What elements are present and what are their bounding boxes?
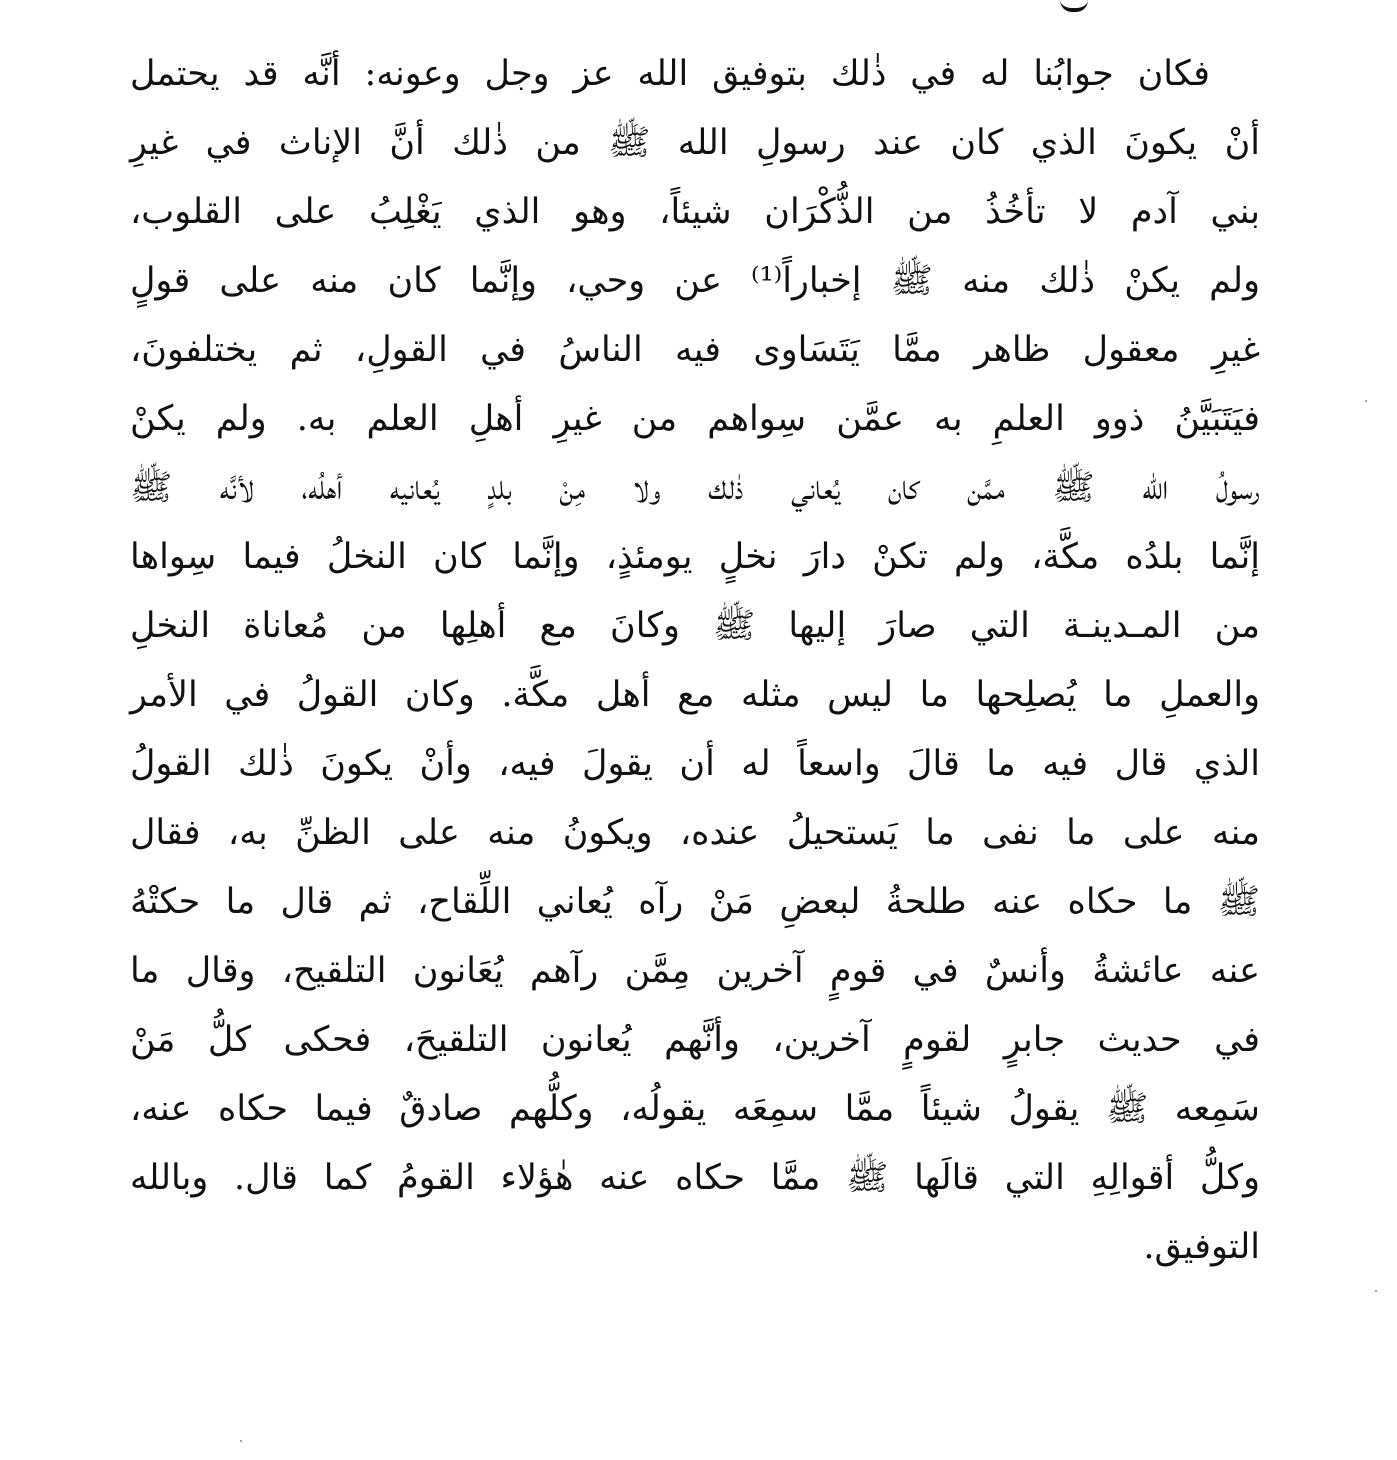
text-line-13: ﷺ ما حكاه عنه طلحةُ لبعضِ مَنْ رآه يُعاني اللِّقاح، ثم قال ما حكتْهُ (130, 882, 1260, 922)
text-line-11: الذي قال فيه ما قالَ واسعاً له أن يقولَ فيه، وأنْ يكونَ ذٰلك القولُ (130, 744, 1260, 784)
text-line-15: في حديث جابرٍ لقومٍ آخرين، وأنَّهم يُعانون التلقيحَ، فحكى كلُّ مَنْ (130, 1020, 1260, 1060)
text-line-8: إنَّما بلدُه مكَّة، ولم تكنْ دارَ نخلٍ يومئذٍ، وإنَّما كان النخلُ فيما سِواها (130, 537, 1260, 577)
scan-speck (1365, 400, 1367, 402)
text-line-10: والعملِ ما يُصلِحها ما ليس مثله مع أهل مكَّة. وكان القولُ في الأمر (130, 675, 1260, 715)
text-line-17: وكلُّ أقوالِهِ التي قالَها ﷺ ممَّا حكاه عنه هٰؤلاء القومُ كما قال. وبالله (130, 1158, 1260, 1198)
text-line-2: أنْ يكونَ الذي كان عند رسولِ الله ﷺ من ذٰلك أنَّ الإناث في غيرِ (130, 123, 1260, 163)
text-line-5: غيرِ معقول ظاهر ممَّا يَتَسَاوى فيه الناسُ في القولِ، ثم يختلفونَ، (130, 330, 1260, 370)
scan-speck (1375, 1290, 1377, 1292)
text-line-18: التوفيق. (1143, 1227, 1260, 1267)
body-text (130, 40, 1260, 1282)
text-line-7: رسولُ الله ﷺ ممَّن كان يُعاني ذٰلك ولا مِنْ بلدٍ يُعانيه أهلُه، لأنَّه ﷺ (130, 468, 1260, 508)
text-line-12: منه على ما نفى ما يَستحيلُ عنده، ويكونُ منه على الظنِّ به، فقال (130, 813, 1260, 853)
text-line-4: ولم يكنْ ذٰلك منه ﷺ إخباراً⁽¹⁾ عن وحي، وإنَّما كان منه على قولٍ (130, 261, 1260, 301)
page-top-glyph-fragment (1060, 0, 1088, 12)
scan-speck (240, 1440, 242, 1442)
text-line-14: عنه عائشةُ وأنسٌ في قومٍ آخرين مِمَّن رآهم يُعَانون التلقيح، وقال ما (130, 951, 1260, 991)
text-line-1: فكان جوابُنا له في ذٰلك بتوفيق الله عز وجل وعونه: أنَّه قد يحتمل (130, 54, 1210, 94)
text-line-9: من المـدينـة التي صارَ إليها ﷺ وكانَ مع أهلِها من مُعاناة النخلِ (130, 606, 1261, 646)
text-line-3: بني آدم لا تأخُذُ من الذُّكْرَان شيئاً، وهو الذي يَغْلِبُ على القلوب، (130, 192, 1260, 232)
text-line-16: سَمِعه ﷺ يقولُ شيئاً ممَّا سمِعَه يقولُه، وكلُّهم صادقٌ فيما حكاه عنه، (130, 1089, 1260, 1129)
text-line-6: فيَتَبَيَّنُ ذوو العلمِ به عمَّن سِواهم من غيرِ أهلِ العلم به. ولم يكنْ (130, 399, 1260, 439)
